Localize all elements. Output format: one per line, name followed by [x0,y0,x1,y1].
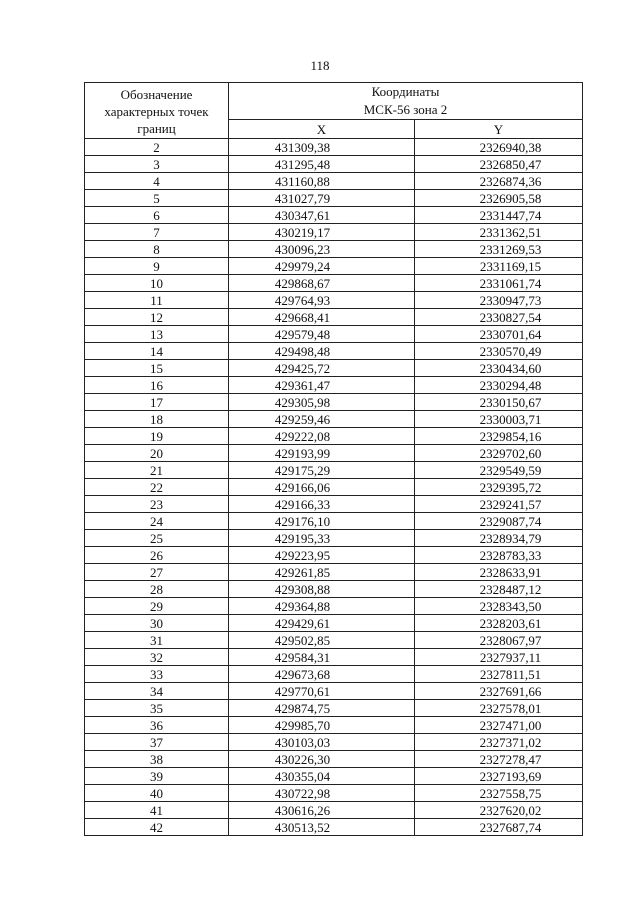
y-coordinate-cell: 2328203,61 [415,615,583,632]
point-id-cell: 5 [85,190,229,207]
table-row [85,173,583,190]
table-row [85,394,583,411]
point-header-line3: границ [137,121,176,136]
x-coordinate-cell: 430226,30 [229,751,415,768]
table-row [85,479,583,496]
x-coordinate-cell: 430616,26 [229,802,415,819]
y-coordinate-cell: 2327558,75 [415,785,583,802]
point-id-cell: 37 [85,734,229,751]
table-row [85,241,583,258]
point-id-cell: 9 [85,258,229,275]
table-row [85,751,583,768]
point-id-cell: 6 [85,207,229,224]
point-id-cell: 27 [85,564,229,581]
y-coordinate-cell: 2328934,79 [415,530,583,547]
y-coordinate-cell: 2327687,74 [415,819,583,836]
point-id-cell: 22 [85,479,229,496]
y-coordinate-cell: 2327578,01 [415,700,583,717]
x-coordinate-cell: 430347,61 [229,207,415,224]
y-coordinate-cell: 2327471,00 [415,717,583,734]
point-id-cell: 18 [85,411,229,428]
x-coordinate-cell: 429770,61 [229,683,415,700]
y-coordinate-cell: 2329702,60 [415,445,583,462]
table-row [85,666,583,683]
table-row [85,411,583,428]
y-coordinate-cell: 2330150,67 [415,394,583,411]
y-coordinate-cell: 2328783,33 [415,547,583,564]
table-row [85,462,583,479]
y-coordinate-cell: 2329549,59 [415,462,583,479]
y-coordinate-cell: 2329087,74 [415,513,583,530]
x-coordinate-cell: 429979,24 [229,258,415,275]
point-id-cell: 41 [85,802,229,819]
table-row [85,700,583,717]
x-coordinate-cell: 429364,88 [229,598,415,615]
point-id-cell: 7 [85,224,229,241]
point-id-cell: 38 [85,751,229,768]
y-coordinate-cell: 2330434,60 [415,360,583,377]
point-id-cell: 4 [85,173,229,190]
coords-header-line1: Координаты [371,84,440,99]
y-coordinate-cell: 2327937,11 [415,649,583,666]
x-coordinate-cell: 429868,67 [229,275,415,292]
point-id-cell: 12 [85,309,229,326]
point-id-cell: 13 [85,326,229,343]
point-id-cell: 25 [85,530,229,547]
point-id-cell: 17 [85,394,229,411]
table-row [85,207,583,224]
y-coordinate-cell: 2329395,72 [415,479,583,496]
x-coordinate-cell: 429985,70 [229,717,415,734]
y-coordinate-cell: 2331447,74 [415,207,583,224]
table-row [85,224,583,241]
y-coordinate-cell: 2326940,38 [415,139,583,156]
y-coordinate-cell: 2330947,73 [415,292,583,309]
y-coordinate-cell: 2327811,51 [415,666,583,683]
table-row [85,309,583,326]
y-coordinate-cell: 2326905,58 [415,190,583,207]
x-coordinate-cell: 429498,48 [229,343,415,360]
x-coordinate-cell: 429193,99 [229,445,415,462]
point-id-cell: 11 [85,292,229,309]
x-coordinate-cell: 429874,75 [229,700,415,717]
y-column-header: Y [415,120,583,139]
y-coordinate-cell: 2326850,47 [415,156,583,173]
table-row [85,513,583,530]
table-row [85,190,583,207]
point-id-cell: 24 [85,513,229,530]
x-coordinate-cell: 429222,08 [229,428,415,445]
y-coordinate-cell: 2327620,02 [415,802,583,819]
table-row [85,734,583,751]
x-coordinate-cell: 431160,88 [229,173,415,190]
table-row [85,530,583,547]
x-coordinate-cell: 429176,10 [229,513,415,530]
point-id-cell: 40 [85,785,229,802]
table-row [85,292,583,309]
coordinates-table [84,82,583,836]
x-coordinate-cell: 429668,41 [229,309,415,326]
point-id-cell: 14 [85,343,229,360]
table-row [85,649,583,666]
x-coordinate-cell: 430096,23 [229,241,415,258]
x-coordinate-cell: 431309,38 [229,139,415,156]
y-coordinate-cell: 2330827,54 [415,309,583,326]
x-coordinate-cell: 431295,48 [229,156,415,173]
x-coordinate-cell: 429429,61 [229,615,415,632]
y-coordinate-cell: 2331169,15 [415,258,583,275]
point-id-cell: 31 [85,632,229,649]
table-row [85,683,583,700]
table-row [85,139,583,156]
x-coordinate-cell: 429261,85 [229,564,415,581]
point-id-cell: 23 [85,496,229,513]
point-id-cell: 33 [85,666,229,683]
point-id-cell: 8 [85,241,229,258]
point-id-cell: 36 [85,717,229,734]
x-coordinate-cell: 430722,98 [229,785,415,802]
table-row [85,615,583,632]
y-coordinate-cell: 2330003,71 [415,411,583,428]
y-coordinate-cell: 2328487,12 [415,581,583,598]
y-coordinate-cell: 2328067,97 [415,632,583,649]
table-row [85,496,583,513]
x-coordinate-cell: 429223,95 [229,547,415,564]
point-id-cell: 29 [85,598,229,615]
table-row [85,428,583,445]
point-header-line2: характерных точек [104,104,209,119]
y-coordinate-cell: 2327278,47 [415,751,583,768]
table-row [85,581,583,598]
x-coordinate-cell: 429764,93 [229,292,415,309]
x-coordinate-cell: 429195,33 [229,530,415,547]
point-id-cell: 3 [85,156,229,173]
y-coordinate-cell: 2331362,51 [415,224,583,241]
table-row [85,768,583,785]
x-coordinate-cell: 429166,33 [229,496,415,513]
table-row [85,564,583,581]
coords-header-line2: МСК-56 зона 2 [363,102,448,117]
table-row [85,802,583,819]
y-coordinate-cell: 2330570,49 [415,343,583,360]
point-id-cell: 39 [85,768,229,785]
y-coordinate-cell: 2328633,91 [415,564,583,581]
table-row [85,156,583,173]
y-coordinate-cell: 2327371,02 [415,734,583,751]
x-coordinate-cell: 429361,47 [229,377,415,394]
y-coordinate-cell: 2326874,36 [415,173,583,190]
x-coordinate-cell: 430103,03 [229,734,415,751]
table-body [85,139,583,836]
x-coordinate-cell: 429308,88 [229,581,415,598]
point-header-line1: Обозначение [120,87,193,102]
point-id-cell: 35 [85,700,229,717]
y-coordinate-cell: 2329241,57 [415,496,583,513]
y-coordinate-cell: 2331061,74 [415,275,583,292]
table-row [85,632,583,649]
page-number: 118 [310,58,330,73]
x-coordinate-cell: 430513,52 [229,819,415,836]
point-id-cell: 28 [85,581,229,598]
x-coordinate-cell: 431027,79 [229,190,415,207]
x-coordinate-cell: 429166,06 [229,479,415,496]
table-row [85,275,583,292]
y-coordinate-cell: 2327193,69 [415,768,583,785]
table-header [85,83,583,139]
x-coordinate-cell: 429175,29 [229,462,415,479]
y-coordinate-cell: 2329854,16 [415,428,583,445]
table-row [85,343,583,360]
table-row [85,445,583,462]
point-id-cell: 15 [85,360,229,377]
point-id-cell: 26 [85,547,229,564]
y-coordinate-cell: 2330701,64 [415,326,583,343]
x-coordinate-cell: 430219,17 [229,224,415,241]
point-id-cell: 2 [85,139,229,156]
x-coordinate-cell: 429673,68 [229,666,415,683]
point-id-cell: 16 [85,377,229,394]
y-coordinate-cell: 2328343,50 [415,598,583,615]
x-coordinate-cell: 429305,98 [229,394,415,411]
table-row [85,819,583,836]
x-coordinate-cell: 430355,04 [229,768,415,785]
x-coordinate-cell: 429579,48 [229,326,415,343]
x-coordinate-cell: 429584,31 [229,649,415,666]
y-coordinate-cell: 2330294,48 [415,377,583,394]
y-coordinate-cell: 2331269,53 [415,241,583,258]
point-id-cell: 20 [85,445,229,462]
coordinates-group-header [229,83,583,120]
x-coordinate-cell: 429502,85 [229,632,415,649]
point-id-cell: 21 [85,462,229,479]
point-id-cell: 30 [85,615,229,632]
table-row [85,785,583,802]
point-id-cell: 42 [85,819,229,836]
x-column-header: X [229,120,415,139]
x-coordinate-cell: 429259,46 [229,411,415,428]
point-id-cell: 32 [85,649,229,666]
table-row [85,377,583,394]
x-coordinate-cell: 429425,72 [229,360,415,377]
point-column-header [85,83,229,139]
table-row [85,258,583,275]
table-row [85,717,583,734]
table-row [85,598,583,615]
point-id-cell: 34 [85,683,229,700]
table-row [85,547,583,564]
table-row [85,360,583,377]
point-id-cell: 19 [85,428,229,445]
y-coordinate-cell: 2327691,66 [415,683,583,700]
point-id-cell: 10 [85,275,229,292]
table-row [85,326,583,343]
